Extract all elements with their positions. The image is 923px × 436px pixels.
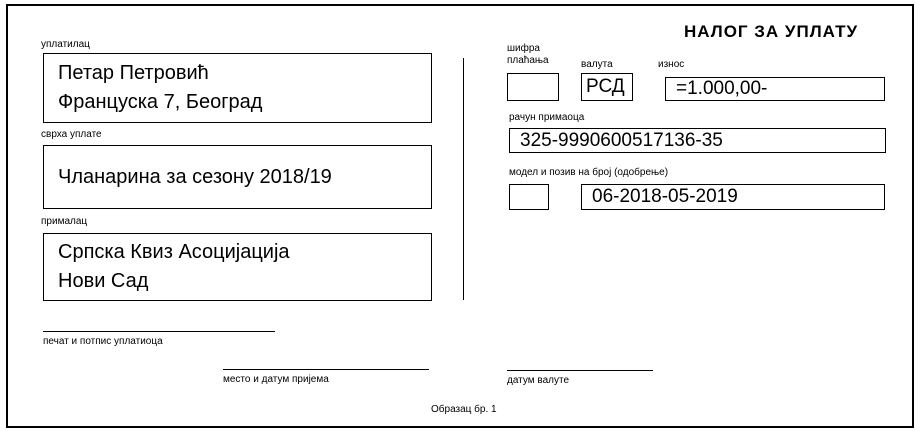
recipient-account-value: 325-9990600517136-35 [520,130,723,151]
form-number: Образац бр. 1 [431,404,497,415]
signature-label: печат и потпис уплатиоца [43,336,163,347]
column-divider [463,58,464,300]
currency-label: валута [581,59,613,70]
recipient-account-label: рачун примаоца [509,112,585,123]
reference-label: модел и позив на број (одобрење) [509,167,669,178]
signature-line [43,331,275,332]
form-title: НАЛОГ ЗА УПЛАТУ [684,22,859,41]
amount-label: износ [658,59,685,70]
payment-code-field[interactable] [507,73,559,101]
purpose-value: Чланарина за сезону 2018/19 [58,166,332,188]
reference-number-field[interactable] [581,184,885,210]
currency-field[interactable] [581,73,633,101]
recipient-name: Српска Квиз Асоцијација [58,241,290,263]
place-date-label: место и датум пријема [223,374,329,385]
recipient-label: прималац [41,216,88,227]
currency-value: РСД [586,76,625,97]
place-date-line [223,369,429,370]
amount-value: =1.000,00- [676,78,768,99]
recipient-box[interactable] [43,233,432,301]
recipient-city: Нови Сад [58,270,149,292]
recipient-account-field[interactable] [509,128,886,153]
payer-box[interactable] [43,53,432,123]
payment-code-label: шифра [507,43,540,54]
value-date-label: датум валуте [507,375,570,386]
reference-model-field[interactable] [509,184,549,210]
purpose-box[interactable] [43,145,432,209]
payment-order-form [6,4,914,428]
payment-code-label-2: плаћања [507,55,549,66]
value-date-line [507,370,653,371]
payer-label: уплатилац [41,39,90,50]
reference-number-value: 06-2018-05-2019 [592,186,738,207]
amount-field[interactable] [665,77,885,101]
payer-name: Петар Петровић [58,62,209,84]
purpose-label: сврха уплате [41,129,102,140]
payer-address: Француска 7, Београд [58,91,263,113]
